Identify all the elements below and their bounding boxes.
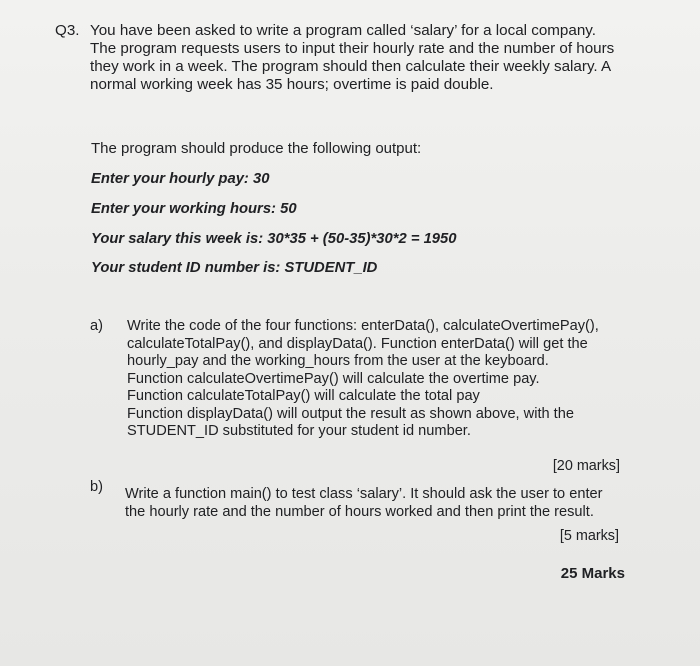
part-a-line: Function calculateOvertimePay() will calculate the overtime pay. [127,370,540,387]
question-number: Q3. [55,22,80,39]
part-a-line: hourly_pay and the working_hours from the user at the keyboard. [127,353,549,369]
part-b-line: Write a function main() to test class ‘salary’. It should ask the user to enter [125,486,603,502]
total-marks: 25 Marks [560,565,625,582]
part-a-text [127,318,599,441]
part-b-marks: [5 marks] [559,528,619,544]
part-a-line: Function displayData() will output the result as shown above, with the [127,405,574,422]
part-b-line: the hourly rate and the number of hours worked and then print the result. [125,503,594,520]
question-line: normal working week has 35 hours; overtime is paid double. [90,76,494,93]
question-block [55,22,665,94]
part-a-line: calculateTotalPay(), and displayData(). Function enterData() will get the [127,335,588,352]
question-line: The program requests users to input their hourly rate and the number of hours [90,40,615,57]
part-a-marks: [20 marks] [552,458,620,474]
part-a-line: Write the code of the four functions: enterData(), calculateOvertimePay(), [127,318,599,334]
part-b-label: b) [90,479,103,495]
part-a-line: STUDENT_ID substituted for your student id number. [127,423,471,439]
part-b-text [125,486,602,521]
part-a-label: a) [90,318,103,334]
question-line: You have been asked to write a program called ‘salary’ for a local company. [90,22,596,39]
output-line: Enter your working hours: 50 [91,201,297,217]
part-a-line: Function calculateTotalPay() will calculate the total pay [127,388,480,404]
output-line: Enter your hourly pay: 30 [91,171,270,187]
question-line: they work in a week. The program should then calculate their weekly salary. A [90,58,612,75]
question-text [90,22,665,94]
output-line: Your salary this week is: 30*35 + (50-35)*30*2 = 1950 [91,231,457,247]
output-line: Your student ID number is: STUDENT_ID [91,260,378,276]
output-intro: The program should produce the following output: [91,140,422,157]
